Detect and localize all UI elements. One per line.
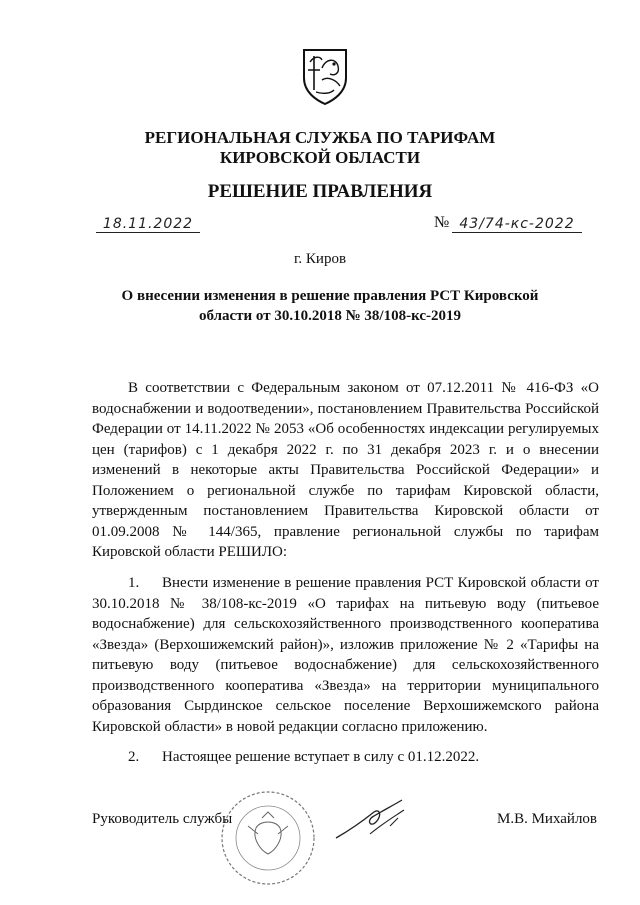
kirov-coat-of-arms-icon xyxy=(300,46,350,106)
city: г. Киров xyxy=(293,251,347,267)
signer-title: Руководитель службы xyxy=(92,811,233,827)
document-type: РЕШЕНИЕ ПРАВЛЕНИЯ xyxy=(207,181,433,202)
document-date: 18.11.2022 xyxy=(96,216,200,233)
handwritten-signature-icon xyxy=(330,790,440,850)
item-number: 2. xyxy=(128,749,140,765)
list-item xyxy=(92,747,599,768)
list-item xyxy=(92,573,599,737)
item-number: 1. xyxy=(128,575,140,591)
org-name-line2: КИРОВСКОЙ ОБЛАСТИ xyxy=(219,148,421,167)
item-text: Настоящее решение вступает в силу с 01.12.2022. xyxy=(162,749,480,765)
intro-paragraph: В соответствии с Федеральным законом от 07.12.2011 № 416-ФЗ «О водоснабжении и водоотведении», постановлением Правительства Российской Федерации от 14.11.2022 № 2053 «Об особенностях индексации регулируемых цен (тарифов) с 1 декабря 2022 г. по 31 декабря 2023 г. и о внесении изменений в некоторые акты Правительства Российской Федерации» и Положением о региональной службе по тарифам Кировской области, утвержденным постановлением Правительства Кировской области от 01.09.2008 № 144/365, правление региональной службы по тарифам Кировской области РЕШИЛО: xyxy=(92,380,599,560)
signer-name: М.В. Михайлов xyxy=(497,811,598,827)
org-name-line1: РЕГИОНАЛЬНАЯ СЛУЖБА ПО ТАРИФАМ xyxy=(144,128,496,147)
document-number: 43/74-кс-2022 xyxy=(452,216,582,233)
official-stamp-icon xyxy=(218,788,318,888)
document-subject: О внесении изменения в решение правления РСТ Кировской области от 30.10.2018 № 38/108-кс-2019 xyxy=(121,288,539,324)
number-label: № xyxy=(434,214,450,231)
item-text: Внести изменение в решение правления РСТ Кировской области от 30.10.2018 № 38/108-кс-2019 «О тарифах на питьевую воду (питьевое водоснабжение) для сельскохозяйственного производственного кооператива «Звезда» (Верхошижемский район)», изложив приложение № 2 «Тарифы на питьевую воду (питьевое водоснабжение) для сельскохозяйственного производственного кооператива «Звезда» на территории муниципального образования Сырдинское сельское поселение Верхошижемского района Кировской области» в новой редакции согласно приложению. xyxy=(92,575,599,735)
